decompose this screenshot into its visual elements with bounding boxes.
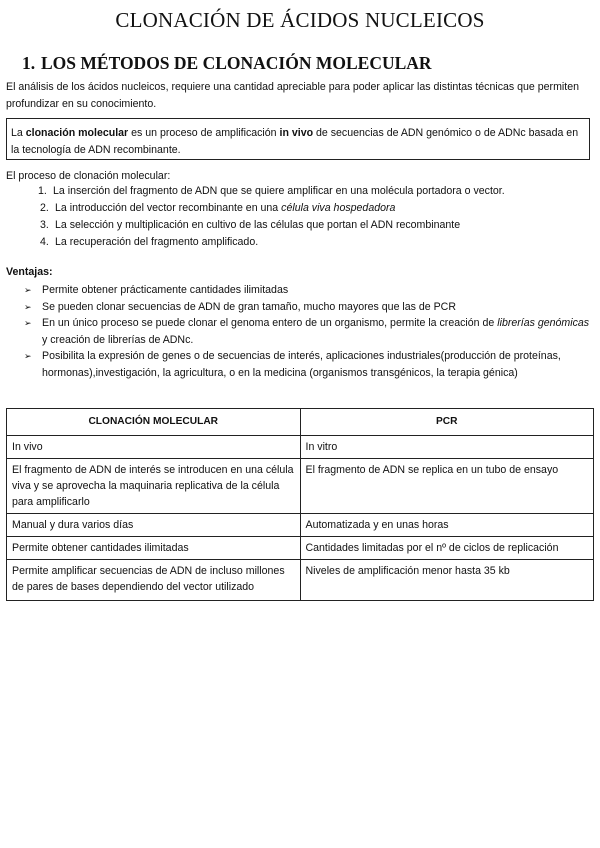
step-text-italic: célula viva hospedadora (281, 202, 396, 214)
table-cell: Manual y dura varios días (7, 514, 301, 537)
step-text: La selección y multiplicación en cultivo de las células que portan el ADN recombinante (55, 219, 461, 231)
definition-prefix: La (11, 127, 26, 139)
process-step (38, 217, 505, 234)
section-heading-text: LOS MÉTODOS DE CLONACIÓN MOLECULAR (41, 53, 432, 73)
process-lead: El proceso de clonación molecular: (6, 170, 171, 182)
advantage-text: Permite obtener prácticamente cantidades ilimitadas (42, 284, 289, 296)
step-number: 2. (40, 202, 49, 214)
advantage-text-after: y creación de librerías de ADNc. (42, 333, 194, 346)
advantages-list (24, 282, 590, 381)
advantage-item (24, 282, 590, 299)
step-number: 1. (38, 185, 47, 197)
process-step (38, 200, 505, 217)
arrow-bullet-icon: ➢ (24, 301, 32, 312)
section-heading (22, 53, 432, 74)
table-cell: Permite obtener cantidades ilimitadas (7, 537, 301, 560)
advantage-text-before: En un único proceso se puede clonar el genoma entero de un organismo, permite la creación de (42, 317, 498, 329)
page-title: CLONACIÓN DE ÁCIDOS NUCLEICOS (115, 8, 485, 32)
arrow-bullet-icon: ➢ (24, 318, 32, 328)
advantage-text: Posibilita la expresión de genes o de secuencias de interés, aplicaciones industriales(producción de proteínas, hormonas),investigación, la agricultura, o en la medicina (organismos transgénicos, la terapia génica) (42, 350, 561, 379)
table-cell: Automatizada y en unas horas (300, 514, 594, 537)
table-cell: Cantidades limitadas por el nº de ciclos de replicación (300, 537, 594, 560)
table-cell: El fragmento de ADN se replica en un tubo de ensayo (300, 459, 594, 514)
table-row (7, 436, 594, 459)
arrow-bullet-icon: ➢ (24, 351, 32, 361)
table-cell: In vivo (7, 436, 301, 459)
table-cell: Niveles de amplificación menor hasta 35 kb (300, 560, 594, 601)
step-number: 4. (40, 236, 49, 248)
definition-emphasis: in vivo (279, 127, 314, 139)
definition-suffix: de secuencias de ADN genómico o de ADNc basada en la tecnología de ADN recombinante. (11, 127, 579, 156)
table-row (7, 537, 594, 560)
table-header-row (7, 409, 594, 436)
advantage-text: Se pueden clonar secuencias de ADN de gran tamaño, mucho mayores que las de PCR (42, 300, 456, 313)
table-header-cell: PCR (300, 409, 594, 436)
table-row (7, 459, 594, 514)
definition-box (6, 118, 590, 160)
table-header-cell: CLONACIÓN MOLECULAR (7, 409, 301, 436)
step-text: La inserción del fragmento de ADN que se quiere amplificar en una molécula portadora o vector. (53, 185, 505, 197)
advantage-item (24, 315, 590, 348)
process-step (38, 183, 505, 200)
step-number: 3. (40, 219, 49, 231)
advantage-item (24, 348, 590, 381)
definition-middle: es un proceso de amplificación (128, 127, 280, 139)
comparison-table (6, 408, 594, 601)
table-cell: In vitro (300, 436, 594, 459)
process-step (38, 234, 505, 251)
step-text: La recuperación del fragmento amplificado. (55, 236, 259, 248)
intro-paragraph: El análisis de los ácidos nucleicos, requiere una cantidad apreciable para poder aplicar las distintas técnicas que permiten profundizar en su conocimiento. (6, 81, 579, 110)
section-number: 1. (22, 53, 36, 73)
table-cell: El fragmento de ADN de interés se introducen en una célula viva y se aprovecha la maquinaria replicativa de la célula para amplificarlo (7, 459, 301, 514)
advantages-heading: Ventajas: (6, 266, 53, 278)
table-cell: Permite amplificar secuencias de ADN de incluso millones de pares de bases dependiendo del vector utilizado (7, 560, 301, 601)
definition-term: clonación molecular (25, 127, 129, 139)
table-row (7, 560, 594, 601)
step-text: La introducción del vector recombinante en una (55, 202, 282, 214)
advantage-item (24, 299, 590, 316)
advantage-text (42, 315, 590, 348)
table-row (7, 514, 594, 537)
process-steps-list (38, 183, 505, 251)
advantage-text-italic: librerías genómicas (497, 317, 590, 329)
arrow-bullet-icon: ➢ (24, 285, 32, 295)
